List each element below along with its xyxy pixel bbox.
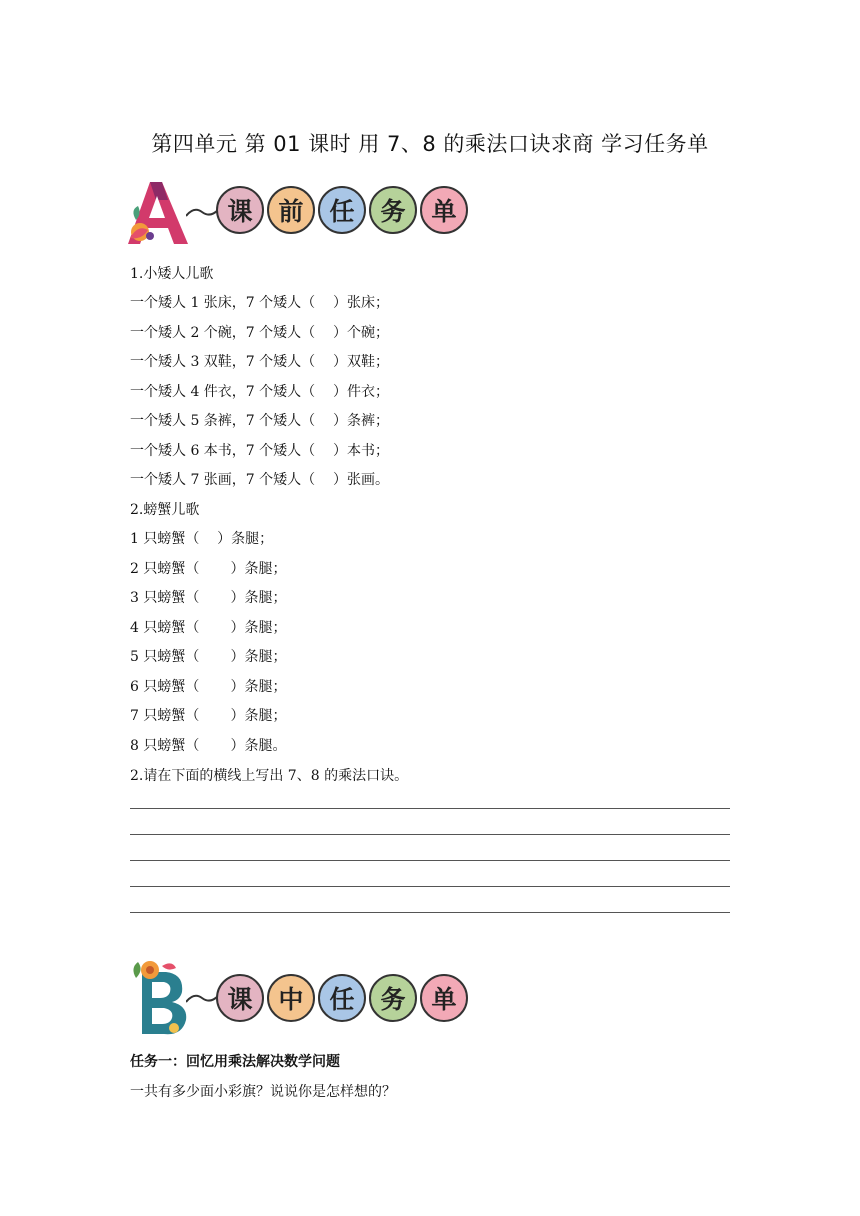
- banner-a-char-4: 务: [369, 186, 417, 234]
- dwarf-line-2: 一个矮人 2 个碗，7 个矮人（ ）个碗；: [130, 325, 389, 341]
- banner-b-char-3: 任: [318, 974, 366, 1022]
- page-title: 第四单元 第 01 课时 用 7、8 的乘法口诀求商 学习任务单: [151, 132, 709, 156]
- banner-a-char-2: 前: [267, 186, 315, 234]
- dwarf-line-7: 一个矮人 7 张画，7 个矮人（ ）张画。: [130, 472, 389, 488]
- writing-line-2[interactable]: [130, 834, 730, 835]
- writing-line-3[interactable]: [130, 860, 730, 861]
- crab-line-8: 8 只螃蟹（ ）条腿。: [130, 738, 287, 754]
- banner-b-bubbles: [216, 974, 471, 1022]
- crab-line-1: 1 只螃蟹（ ）条腿；: [130, 531, 274, 547]
- dwarf-line-1: 一个矮人 1 张床，7 个矮人（ ）张床；: [130, 295, 389, 311]
- banner-a-char-1: 课: [216, 186, 264, 234]
- crab-line-5: 5 只螃蟹（ ）条腿；: [130, 649, 287, 665]
- banner-a-char-5: 单: [420, 186, 468, 234]
- task1-heading: 任务一：回忆用乘法解决数学问题: [130, 1054, 340, 1070]
- writing-line-4[interactable]: [130, 886, 730, 887]
- dwarf-line-4: 一个矮人 4 件衣，7 个矮人（ ）件衣；: [130, 384, 389, 400]
- dwarf-line-6: 一个矮人 6 本书，7 个矮人（ ）本书；: [130, 443, 389, 459]
- banner-b-char-5: 单: [420, 974, 468, 1022]
- dwarf-line-5: 一个矮人 5 条裤，7 个矮人（ ）条裤；: [130, 413, 389, 429]
- banner-b-char-1: 课: [216, 974, 264, 1022]
- banner-b-char-4: 务: [369, 974, 417, 1022]
- crab-line-6: 6 只螃蟹（ ）条腿；: [130, 679, 287, 695]
- section3-heading: 2.请在下面的横线上写出 7、8 的乘法口诀。: [130, 768, 409, 784]
- task1-question: 一共有多少面小彩旗？说说你是怎样想的？: [130, 1084, 396, 1100]
- writing-line-5[interactable]: [130, 912, 730, 913]
- writing-line-1[interactable]: [130, 808, 730, 809]
- banner-pre-class-tasks: [128, 180, 478, 244]
- dwarf-line-3: 一个矮人 3 双鞋，7 个矮人（ ）双鞋；: [130, 354, 389, 370]
- banner-a-bubbles: [216, 186, 471, 234]
- banner-b-char-2: 中: [267, 974, 315, 1022]
- section1-heading: 1.小矮人儿歌: [130, 266, 214, 282]
- section2-heading: 2.螃蟹儿歌: [130, 502, 200, 518]
- crab-line-2: 2 只螃蟹（ ）条腿；: [130, 561, 287, 577]
- crab-line-3: 3 只螃蟹（ ）条腿；: [130, 590, 287, 606]
- banner-in-class-tasks: [128, 958, 478, 1036]
- crab-line-7: 7 只螃蟹（ ）条腿；: [130, 708, 287, 724]
- crab-line-4: 4 只螃蟹（ ）条腿；: [130, 620, 287, 636]
- banner-a-char-3: 任: [318, 186, 366, 234]
